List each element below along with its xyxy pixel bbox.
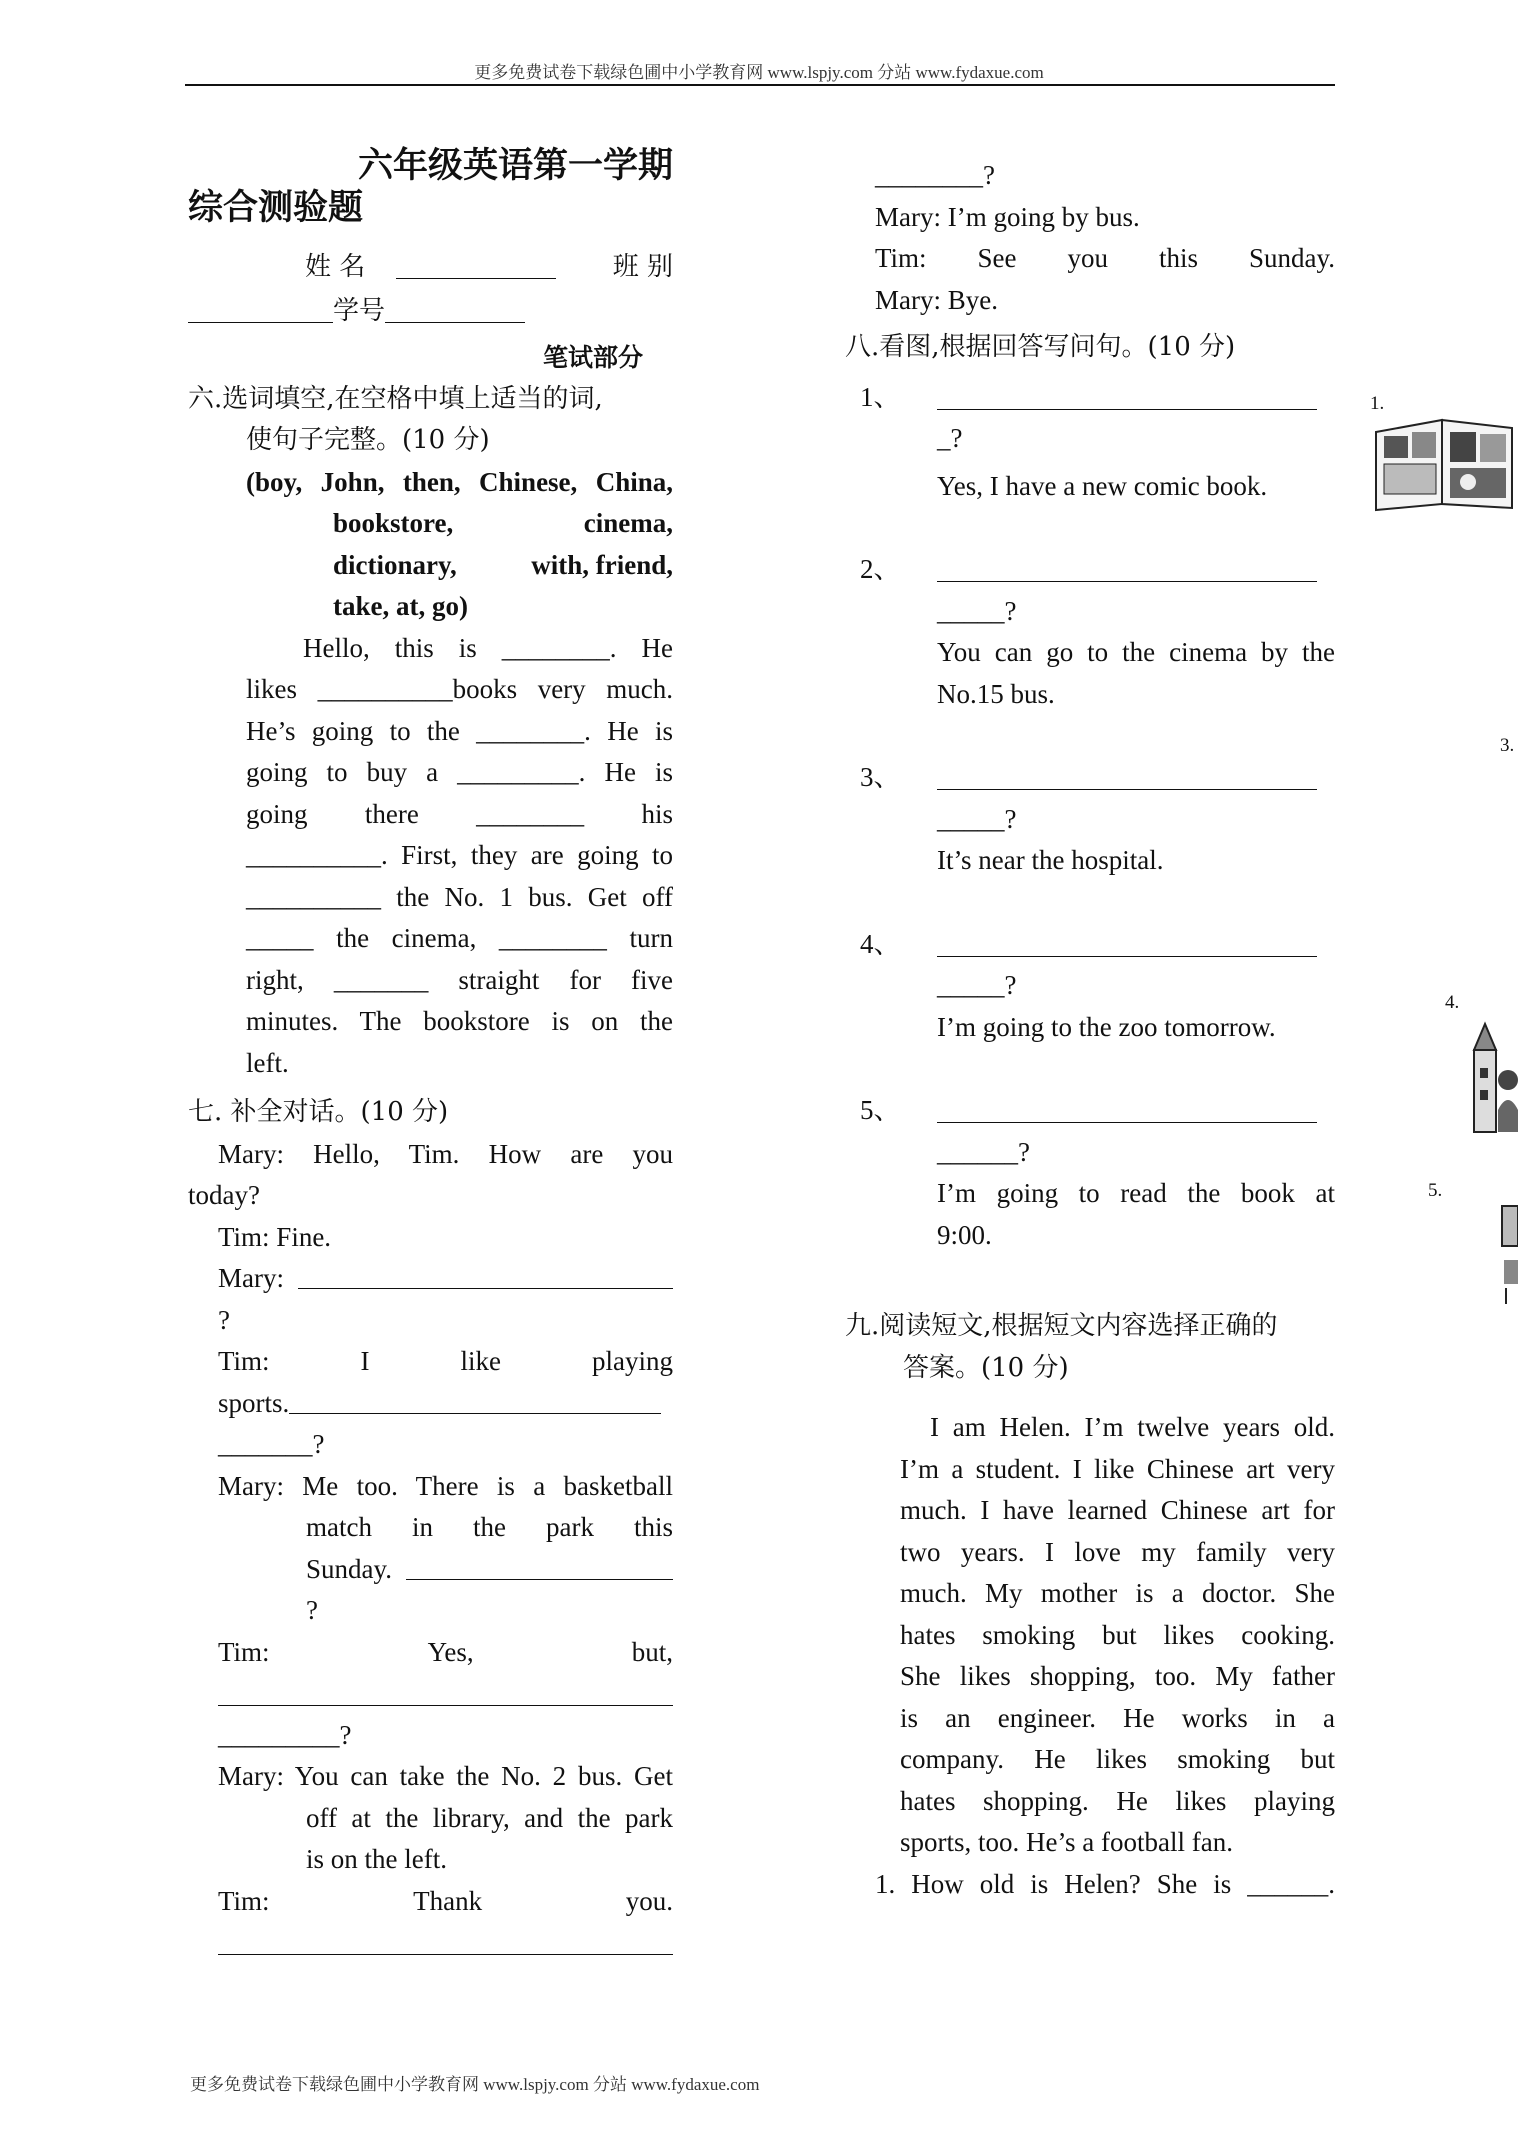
answer-blank[interactable] xyxy=(937,379,1317,410)
speaker-label: Mary: xyxy=(218,1263,284,1293)
answer-text: Yes, I have a new comic book. xyxy=(937,470,1268,501)
dialogue-line: Tim: See you this Sunday. xyxy=(875,243,1335,273)
word-bank-line: take, at, go) xyxy=(333,591,468,621)
answer-blank[interactable] xyxy=(937,759,1317,790)
dialogue-line xyxy=(188,1632,673,1674)
picture-number: 1. xyxy=(1370,393,1385,414)
q8-item-4 xyxy=(845,924,1335,1049)
dialogue-text: sports. xyxy=(218,1387,290,1418)
dialogue-text: Sunday. xyxy=(306,1553,392,1584)
answer-blank[interactable] xyxy=(289,1383,661,1414)
dialogue-line xyxy=(188,1549,673,1591)
id-label: 学号 xyxy=(333,295,386,326)
dialogue-text: you. xyxy=(625,1885,673,1916)
passage-line: __________. First, they are going to xyxy=(246,840,673,870)
dialogue-line: Mary: You can take the No. 2 bus. Get xyxy=(218,1761,673,1791)
title-line-1: 六年级英语第一学期 xyxy=(357,146,673,186)
speaker-label: Tim: xyxy=(218,1885,270,1916)
passage-line: hates smoking but likes cooking. xyxy=(900,1619,1335,1650)
dialogue-line xyxy=(188,1258,673,1300)
dialogue-line: today? xyxy=(188,1180,260,1210)
question-tail: _____? xyxy=(937,970,1017,1000)
passage-line: likes __________books very much. xyxy=(246,674,673,704)
answer-blank[interactable] xyxy=(937,551,1317,582)
question-line xyxy=(845,1090,1335,1132)
section9-heading-line1: 九.阅读短文,根据短文内容选择正确的 xyxy=(845,1311,1278,1341)
dialogue-line: _________? xyxy=(218,1719,352,1750)
answer-text: I’m going to the zoo tomorrow. xyxy=(937,1011,1276,1042)
question-number: 4、 xyxy=(860,928,901,959)
dialogue xyxy=(188,1134,673,1964)
q8-item-3 xyxy=(845,757,1335,882)
passage-line: hates shopping. He likes playing xyxy=(900,1785,1335,1816)
dialogue-line: is on the left. xyxy=(306,1844,447,1874)
dialogue-line xyxy=(188,1881,673,1923)
dialogue-line: Mary: Me too. There is a basketball xyxy=(218,1470,673,1501)
cloze-passage xyxy=(188,628,673,1085)
dialogue-line: _______? xyxy=(218,1429,325,1459)
q8-item-1 xyxy=(845,377,1335,508)
word-bank-item: cinema, xyxy=(583,508,673,538)
question-line xyxy=(845,924,1335,966)
answer-blank[interactable] xyxy=(937,926,1317,957)
passage-line: is an engineer. He works in a xyxy=(900,1702,1335,1733)
dialogue-line: ? xyxy=(306,1595,318,1625)
dialogue-text: Thank xyxy=(413,1885,483,1916)
passage-line: He’s going to the ________. He is xyxy=(246,715,673,746)
student-id-row xyxy=(188,291,673,333)
answer-blank[interactable] xyxy=(218,1675,673,1706)
dialogue-text: but, xyxy=(631,1636,673,1667)
dialogue-text: Yes, xyxy=(427,1636,474,1667)
passage-line: Hello, this is ________. He xyxy=(303,632,673,663)
q8-item-2 xyxy=(845,549,1335,715)
right-column xyxy=(845,155,1335,1905)
section8-heading: 八.看图,根据回答写问句。(10 分) xyxy=(845,332,1236,362)
student-info-row xyxy=(188,247,673,289)
passage-line: two years. I love my family very xyxy=(900,1536,1335,1567)
passage-line: company. He likes smoking but xyxy=(900,1744,1335,1774)
answer-text: You can go to the cinema by the xyxy=(937,637,1335,667)
zoo-picture xyxy=(1470,1020,1518,1140)
passage-line: She likes shopping, too. My father xyxy=(900,1661,1335,1691)
comic-book-picture xyxy=(1372,412,1518,512)
section6-heading-line2: 使句子完整。(10 分) xyxy=(246,425,490,455)
answer-text: I’m going to read the book at xyxy=(937,1178,1335,1208)
section7-heading: 七. 补全对话。(10 分) xyxy=(188,1097,449,1127)
name-field[interactable] xyxy=(396,248,556,279)
page-footer: 更多免费试卷下载绿色圃中小学教育网 www.lspjy.com 分站 www.fydaxue.com xyxy=(190,2075,760,2094)
question-tail: _____? xyxy=(937,595,1017,626)
section6-heading-line1: 六.选词填空,在空格中填上适当的词, xyxy=(188,383,603,414)
answer-blank[interactable] xyxy=(298,1258,673,1289)
question-number: 5、 xyxy=(860,1095,901,1125)
passage-line: minutes. The bookstore is on the xyxy=(246,1006,673,1036)
dialogue-line: ? xyxy=(218,1304,230,1335)
left-column xyxy=(188,145,673,1964)
title-line-2: 综合测验题 xyxy=(188,188,364,228)
reading-passage xyxy=(845,1407,1335,1864)
passage-line: much. My mother is a doctor. She xyxy=(900,1578,1335,1608)
question-tail: _____? xyxy=(937,803,1017,834)
dialogue-line xyxy=(188,1673,673,1715)
answer-text: 9:00. xyxy=(937,1219,992,1250)
passage-line: much. I have learned Chinese art for xyxy=(900,1495,1335,1525)
speaker-label: Tim: xyxy=(218,1636,270,1667)
dialogue-line xyxy=(188,1922,673,1964)
dialogue-line xyxy=(188,1383,673,1425)
passage-line: going there ________ his xyxy=(246,798,673,829)
question-line xyxy=(845,377,1335,419)
dialogue-line: Tim: Fine. xyxy=(218,1221,332,1252)
picture-number: 5. xyxy=(1428,1180,1443,1201)
question-number: 3、 xyxy=(860,762,901,792)
dialogue-line: off at the library, and the park xyxy=(306,1802,673,1833)
answer-text: No.15 bus. xyxy=(937,678,1055,709)
q8-item-5 xyxy=(845,1090,1335,1256)
question-line xyxy=(845,757,1335,799)
question-tail: ______? xyxy=(937,1136,1030,1167)
section9-heading-line2: 答案。(10 分) xyxy=(903,1352,1069,1383)
answer-blank[interactable] xyxy=(937,1092,1317,1123)
word-bank-item: dictionary, xyxy=(333,549,457,580)
section9-heading xyxy=(845,1306,1335,1389)
reading-question-1: 1. How old is Helen? She is ______. xyxy=(875,1868,1335,1899)
passage-line: __________ the No. 1 bus. Get off xyxy=(246,881,673,912)
picture-number: 3. xyxy=(1500,735,1515,756)
word-bank xyxy=(188,462,673,628)
answer-blank[interactable] xyxy=(406,1549,673,1580)
dialogue-line: match in the park this xyxy=(306,1512,673,1542)
passage-line: going to buy a _________. He is xyxy=(246,757,673,787)
section6-heading xyxy=(188,379,673,462)
word-bank-line xyxy=(188,545,673,587)
passage-line: left. xyxy=(246,1047,289,1078)
question-number: 2、 xyxy=(860,554,901,584)
dialogue-line: Mary: Bye. xyxy=(875,284,998,315)
word-bank-item: bookstore, xyxy=(333,508,454,538)
written-part-label: 笔试部分 xyxy=(542,343,643,372)
dialogue-line: Tim: I like playing xyxy=(218,1346,673,1376)
dialogue-line: ________? xyxy=(875,160,995,190)
answer-text: It’s near the hospital. xyxy=(937,845,1164,875)
question-number: 1、 xyxy=(860,381,901,412)
passage-line: sports, too. He’s a football fan. xyxy=(900,1827,1233,1857)
passage-line: I am Helen. I’m twelve years old. xyxy=(930,1412,1335,1442)
word-bank-line: (boy, John, then, Chinese, China, xyxy=(246,466,673,497)
id-field[interactable] xyxy=(385,292,525,323)
word-bank-item: with, friend, xyxy=(531,549,673,580)
class-field[interactable] xyxy=(188,292,333,323)
class-label: 班 别 xyxy=(612,252,673,282)
dialogue-line: Mary: I’m going by bus. xyxy=(875,201,1140,232)
dialogue-line: Mary: Hello, Tim. How are you xyxy=(218,1138,673,1169)
page-header: 更多免费试卷下载绿色圃中小学教育网 www.lspjy.com 分站 www.fydaxue.com xyxy=(474,63,1044,82)
header-rule xyxy=(185,84,1335,86)
passage-line: _____ the cinema, ________ turn xyxy=(246,923,673,953)
exam-title xyxy=(188,145,673,229)
answer-blank[interactable] xyxy=(218,1924,673,1955)
name-label: 姓 名 xyxy=(305,252,366,282)
picture-number: 4. xyxy=(1445,992,1460,1013)
word-bank-line xyxy=(188,503,673,545)
passage-line: right, _______ straight for five xyxy=(246,964,673,995)
question-line xyxy=(845,549,1335,591)
passage-line: I’m a student. I like Chinese art very xyxy=(900,1453,1335,1484)
question-tail: _? xyxy=(937,423,963,453)
book-picture xyxy=(1500,1196,1518,1306)
